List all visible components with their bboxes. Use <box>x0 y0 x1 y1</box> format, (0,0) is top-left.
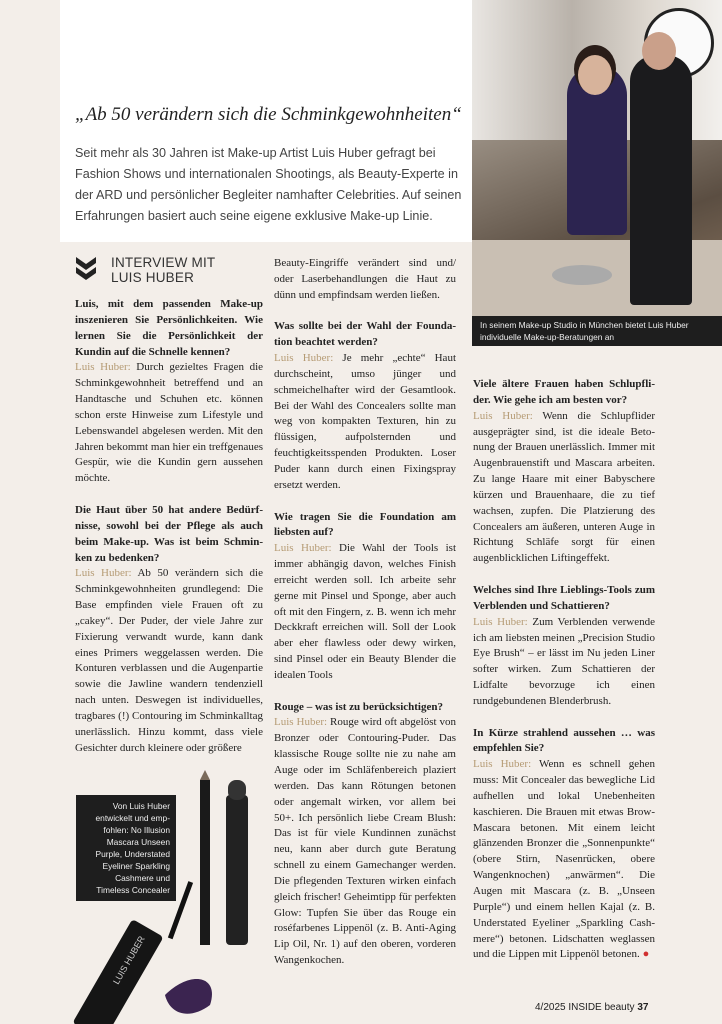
product-brand: LUIS HUBER <box>111 934 147 986</box>
page-footer <box>535 1002 648 1013</box>
interview-label <box>75 255 215 285</box>
answer-part-1: Ab 50 verändern sich die Schminkgewohnheiten grundlegend: Die Base empfinden viele Frauen oft zu „cakey“. Der Puder, der viele Jahre zur Fixierung verwandt wurde, kann dank eines Primers weggelassen werden. Die Konturen verblassen und die Augenpartie sowie die Jawline wandern tendenziell nach unten. Deswegen ist individuelles, tragbares (!) Contouring im Schminkalltag unerlässlich. Hinzu kommt, dass viele Gesichter durch kleinere oder größere <box>75 567 263 754</box>
column-2 <box>274 256 456 985</box>
column-1 <box>75 297 263 772</box>
double-chevron-icon <box>75 255 97 281</box>
lead-paragraph: Seit mehr als 30 Jahren ist Make-up Artist Luis Huber gefragt bei Fashion Shows und internationalen Shootings, als Beauty-Experte in der ARD und persönlicher Begleiter namhafter Celebrities. Auf seinen Erfahrungen basiert auch seine eigene exklusive Make-up Linie. <box>75 146 462 223</box>
interview-label-line1: INTERVIEW MIT <box>111 255 216 270</box>
qa-block: Luis, mit dem passenden Make-up inszenieren Sie Persönlichkeiten. Wie lernen Sie die Persönlichkeit der Kundin auf die Schnelle kennen? Luis Huber: Durch gezieltes Fragen die Schminkgewohnheit betreffend und an Handtasche und Schuhen etc. können schon erste Hinweise zum Lifestyle und Lebenswandel abgelesen werden. Mit den Jahren bekommt man hier ein treffgenaues Gespür, wie die Kundin gern aussehen möchte. <box>75 298 264 485</box>
qa-block: Was sollte bei der Wahl der Foundation beachtet werden? Luis Huber: Je mehr „echte“ Haut durchscheint, umso jünger und schmeichelhafter wird der Gesamtlook. Bei der Wahl des Concealers sollte man weg von kompakten Texturen, hin zu flüssigen, aufpolsternden und feuchtigkeitsspenden Produkten. Loser Puder kann durch einen Fixingspray ersetzt werden. <box>274 320 456 491</box>
magazine-name: INSIDE beauty <box>568 1002 635 1013</box>
qa-block: Wie tragen Sie die Foundation am liebsten auf? Luis Huber: Die Wahl der Tools ist immer abhängig davon, welches Finish erreicht werden soll. Ich arbeite sehr gerne mit Pinsel und Sponge, aber auch oft mit den Fingern, z. B. wenn ich mehr Deckkraft erreichen will. Soll der Look aber eher flawless oder dewy wirken, sind Pinsel oder ein Beauty Blender die idealen Tools <box>274 510 457 681</box>
qa-block: Rouge – was ist zu berücksichtigen? Luis Huber: Rouge wird oft abgelöst von Bronzer oder Contouring-Puder. Das klassische Rouge sollte nie zu nahe am Auge oder im Schläfenbereich plaziert werden. Das kann Rötungen betonen oder angemalt wirken, vor allem bei 50+. Ich persönlich liebe Cream Blush: Das ist für viele Kundinnen zunächst neu, kann aber durch gute Beratung schnell zu einem Gamechanger werden. Die pflegenden Texturen wirken einfach gleich frischer! Geheimtipp für perfekten Glow: Tupfen Sie über das Rouge ein roséfarbenes Lippenöl (z. B. Anti-Aging Lip Oil, Nr. 1) auf den oberen, vorderen Wangenkochen. <box>274 700 456 967</box>
qa-block: Viele ältere Frauen haben Schlupflider. Wie gehe ich am besten vor? Luis Huber: Wenn die Schlupflider ausgeprägter sind, ist die ideale Betonung der Brauen unerlässlich. Immer mit Augenbrauenstift und Mascara arbeiten. Zu lange Haare mit einer Babyschere kürzen und Brauenhaare, die zu tief wachsen, zupfen. Die Platzierung des Concealers am äußeren, unteren Auge in Richtung Schläfe sorgt für einen augenblicklichen Liftingeffekt. <box>473 378 655 565</box>
qa-continued <box>274 256 456 304</box>
issue-number: 4/2025 <box>535 1002 566 1013</box>
product-caption: Von Luis Huber entwickelt und empfohlen: No Illusion Mascara Unseen Purple, Understated Eyeliner Sparkling Cashmere und Timeless Concealer <box>76 795 176 901</box>
headline: „Ab 50 verändern sich die Schminkgewohnheiten“ <box>75 104 462 125</box>
page-number: 37 <box>637 1002 649 1013</box>
interview-label-line2: LUIS HUBER <box>111 270 195 285</box>
photo-caption: In seinem Make-up Studio in München bietet Luis Huber individuelle Make-up-Beratungen an <box>472 316 722 346</box>
answer-part-2: Beauty-Eingriffe verändert sind und/ oder Laserbehandlungen die Haut zu dünn und empfindsam werden ließen. <box>274 257 456 301</box>
studio-photo <box>472 0 722 316</box>
qa-block: Die Haut über 50 hat andere Bedürfnisse, sowohl bei der Pflege als auch beim Make-up. Was ist beim Schminken zu bedenken? Luis Huber: Ab 50 verändern sich die Schminkgewohnheiten grundlegend: Die Base empfinden viele Frauen oft zu „cakey“. Der Puder, der viele Jahre zur Fixierung verwandt wurde, kann dank eines Primers weggelassen werden. Die Konturen verblassen und die Augenpartie sowie die Jawline wandern tendenziell nach unten. Deswegen ist individuelles, tragbares (!) Contouring im Schminkalltag unerlässlich. Hinzu kommt, dass viele Gesichter durch kleinere oder größere <box>75 503 263 754</box>
qa-block: Welches sind Ihre Lieblings-Tools zum Verblenden und Schattieren? Luis Huber: Zum Verblenden verwende ich am liebsten meinen „Precision Studio Eye Brush“ – er lässt im Nu jeden Liner softer wirken. Zum Schattieren der Lidfalte bevorzuge ich einen rundgebundenen Blenderbrush. <box>473 583 655 707</box>
column-3 <box>473 377 655 979</box>
end-mark: ● <box>642 948 650 961</box>
qa-block: In Kürze strahlend aussehen … was empfehlen Sie? Luis Huber: Wenn es schnell gehen muss: Mit Concealer das bewegliche Lid aufhellen und lokal Unebenheiten kaschieren. Die Brauen mit etwas Brow-Mascara betonen. Mit einem leicht glänzenden Bronzer die „Sonnenpunkte“ (obere Stirn, Nasenrücken, obere Wangenknochen) „anwärmen“. Die Augen mit Mascara (z. B. „Unseen Purple“) und einem hellen Kajal (z. B. Understated Eyeliner „Sparkling Cashmere“) betonen. Lidschatten weglassen und die Lippen mit Lippenöl betonen. ● <box>473 726 655 961</box>
